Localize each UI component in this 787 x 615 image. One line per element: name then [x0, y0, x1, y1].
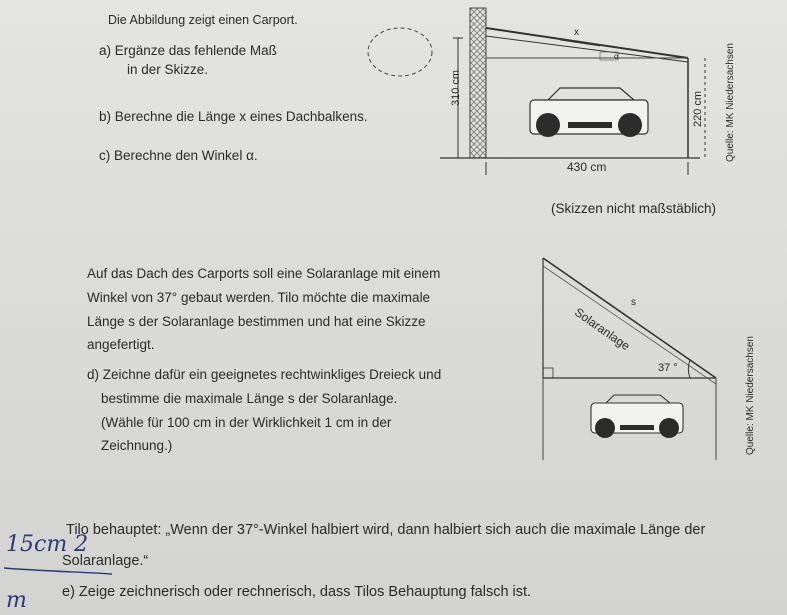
task-b: b) Berechne die Länge x eines Dachbalkens.	[99, 109, 368, 124]
task-e: e) Zeige zeichnerisch oder rechnerisch, dass Tilos Behauptung falsch ist.	[62, 584, 532, 600]
task-a-line1: a) Ergänze das fehlende Maß	[99, 43, 277, 58]
handwritten-mark: m	[6, 588, 27, 613]
label-310cm: 310 cm	[450, 69, 462, 106]
label-s: s	[631, 297, 636, 308]
task-d-line3: (Wähle für 100 cm in der Wirklichkeit 1 cm in der	[101, 415, 392, 430]
not-to-scale-note: (Skizzen nicht maßstäblich)	[551, 201, 717, 216]
claim-line1: Tilo behauptet: „Wenn der 37°-Winkel halbiert wird, dann halbiert sich auch die maximale Länge der	[66, 522, 706, 538]
solar-text-line2: Winkel von 37° gebaut werden. Tilo möchte die maximale	[87, 290, 431, 305]
label-37-degrees: 37 °	[658, 362, 678, 374]
task-a-line2: in der Skizze.	[127, 62, 209, 77]
label-x: x	[574, 27, 579, 38]
label-430cm: 430 cm	[567, 160, 607, 174]
label-solaranlage: Solaranlage	[571, 305, 633, 354]
task-d-line1: d) Zeichne dafür ein geeignetes rechtwinkliges Dreieck und	[87, 367, 442, 382]
intro-text: Die Abbildung zeigt einen Carport.	[108, 13, 298, 27]
claim-line2: Solaranlage.“	[62, 553, 149, 569]
label-alpha: α	[614, 52, 619, 61]
carport-source: Quelle: MK Niedersachsen	[725, 43, 736, 162]
solar-source: Quelle: MK Niedersachsen	[745, 336, 756, 455]
task-d-line2: bestimme die maximale Länge s der Solaranlage.	[101, 391, 398, 406]
solar-text-line4: angefertigt.	[87, 337, 155, 352]
solar-text-line1: Auf das Dach des Carports soll eine Solaranlage mit einem	[87, 266, 441, 281]
handwritten-note: 15cm 2	[6, 532, 89, 557]
task-c: c) Berechne den Winkel α.	[99, 148, 258, 163]
solar-text-line3: Länge s der Solaranlage bestimmen und hat eine Skizze	[87, 314, 426, 329]
label-220cm: 220 cm	[692, 90, 704, 127]
task-d-line4: Zeichnung.)	[101, 438, 173, 453]
